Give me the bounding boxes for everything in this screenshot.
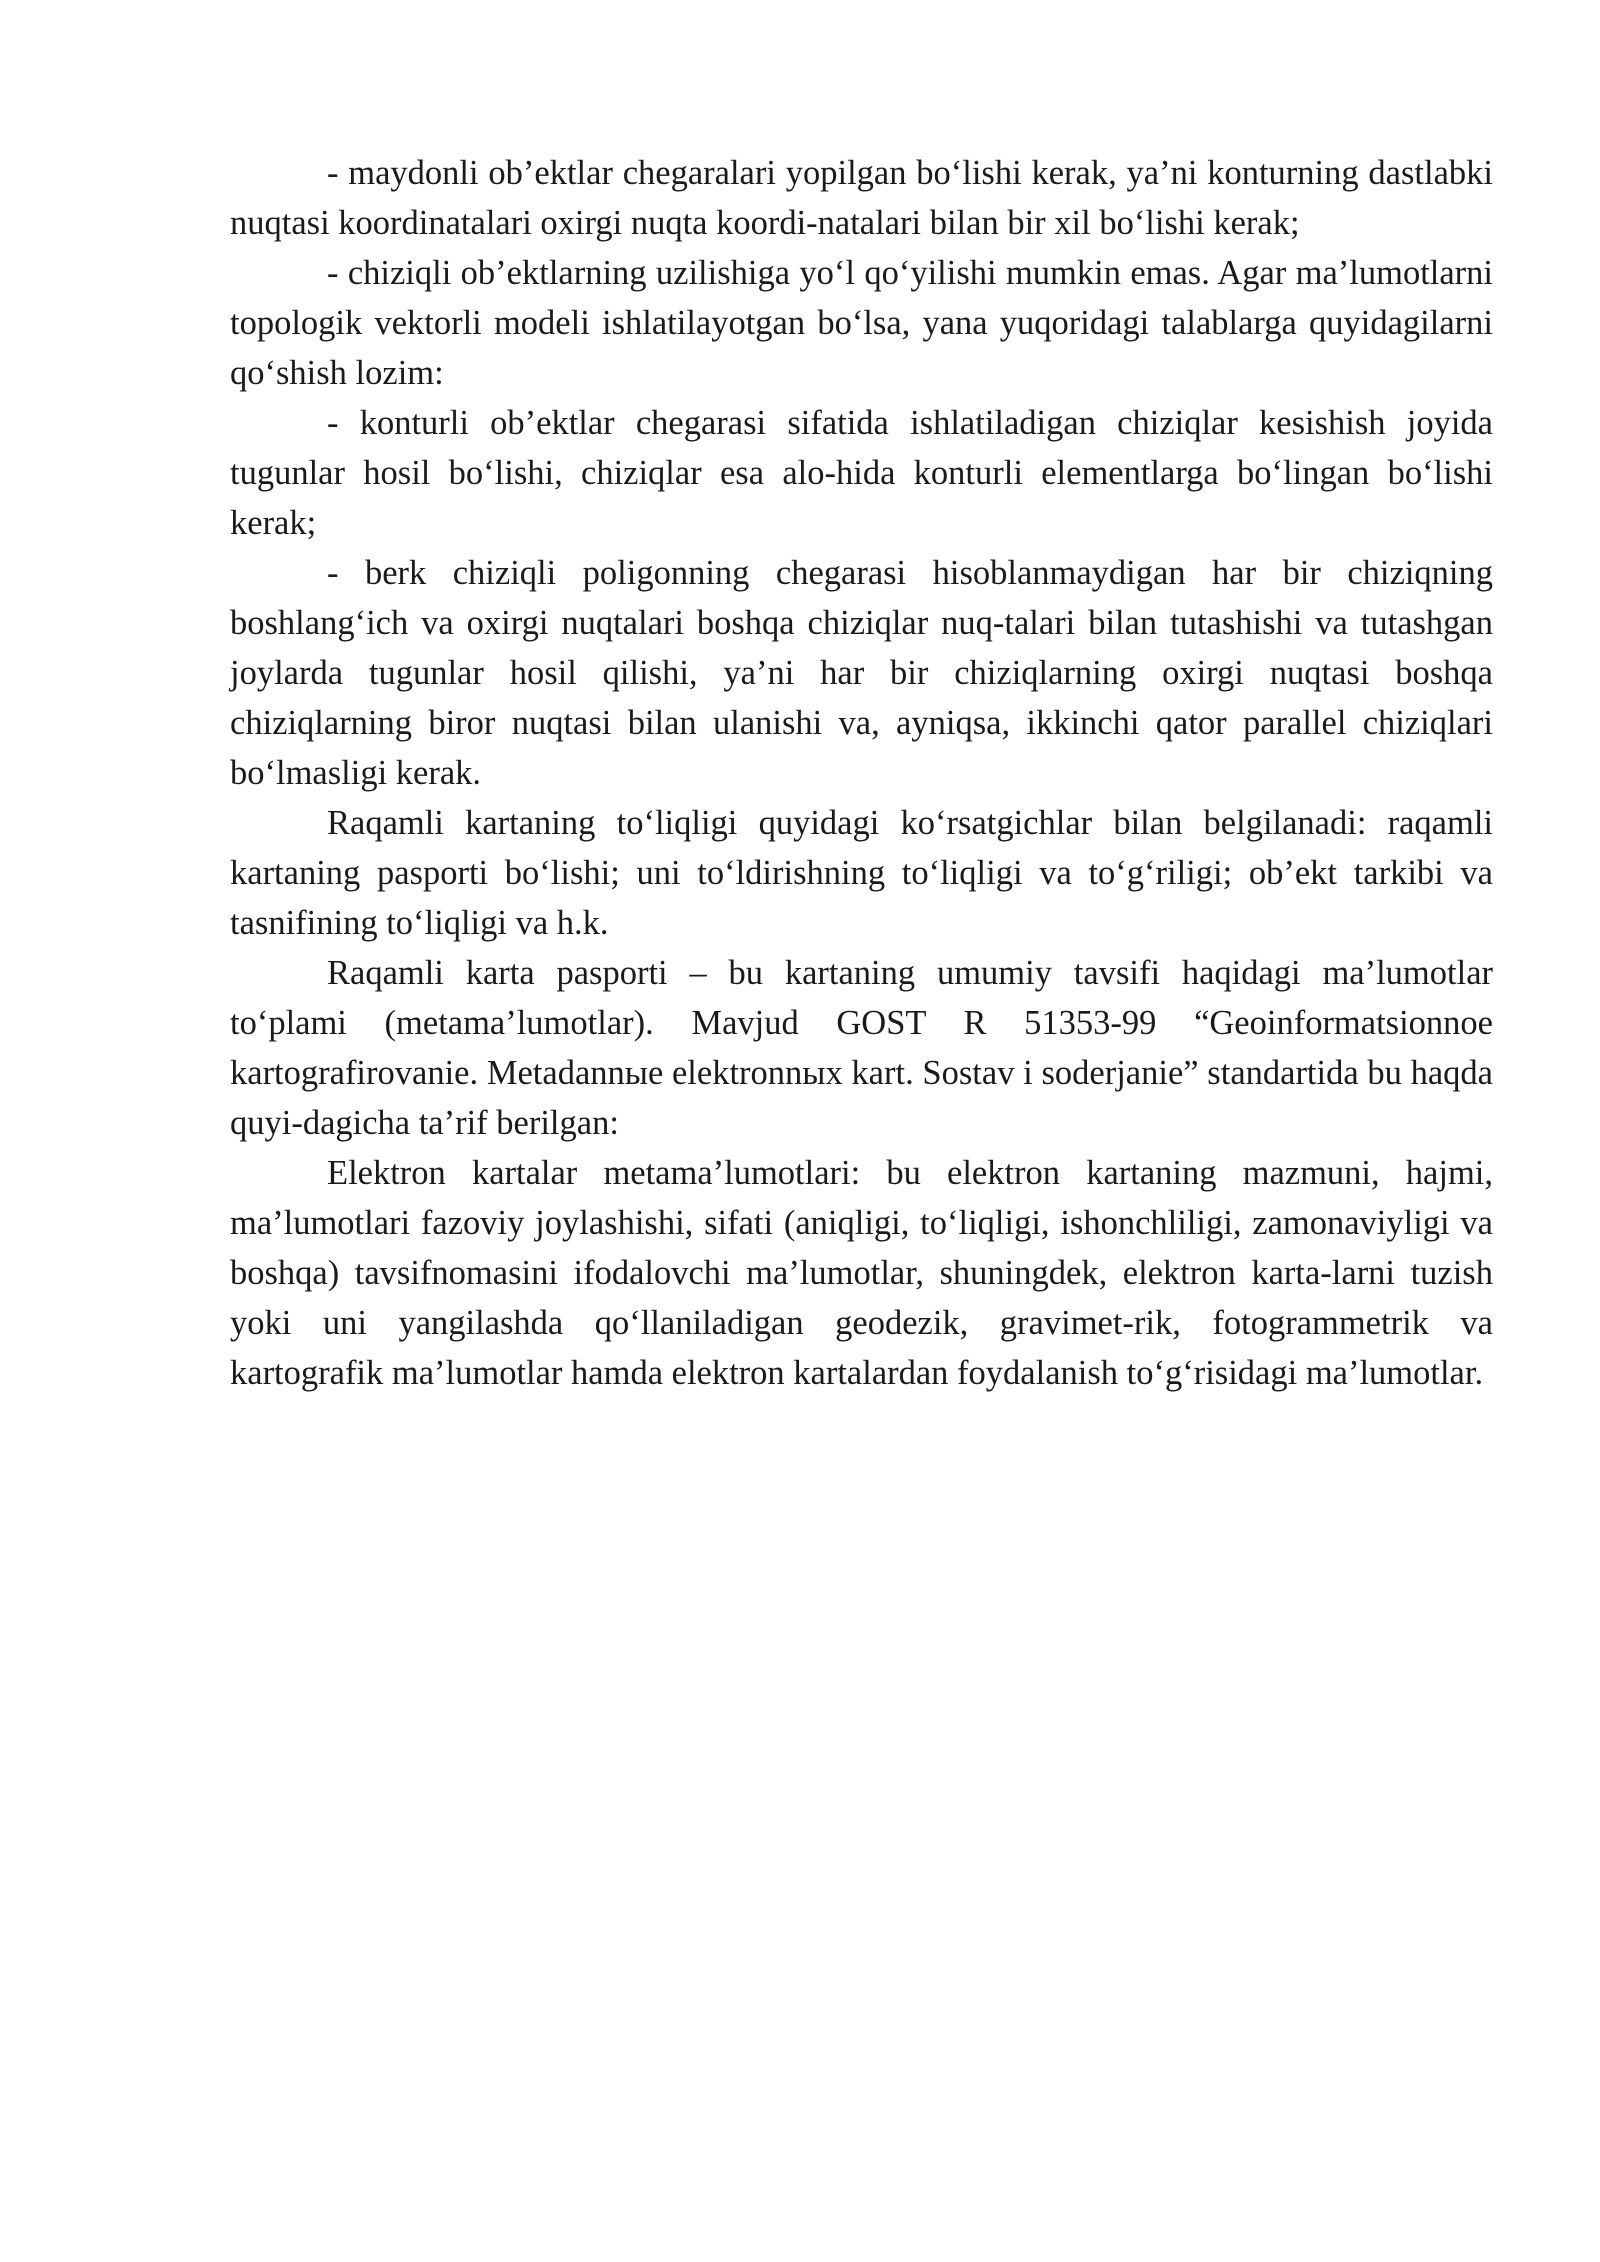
body-text: [230, 148, 1493, 1398]
paragraph-bullet-polygon-boundaries: - maydonli ob’ektlar chegaralari yopilgan bo‘lishi kerak, ya’ni konturning dastlabki nuqtasi koordinatalari oxirgi nuqta koordi-natalari bilan bir xil bo‘lishi kerak;: [230, 154, 1493, 242]
paragraph-map-passport: Raqamli karta pasporti – bu kartaning umumiy tavsifi haqidagi ma’lumotlar to‘plami (metama’lumotlar). Mavjud GOST R 51353-99 “Geoinformatsionnoe kartografirovanie. Metadannыe elektronnыx kart. Sostav i soderjanie” standartida bu haqda quyi-dagicha ta’rif berilgan:: [230, 954, 1493, 1142]
paragraph-map-completeness: Raqamli kartaning to‘liqligi quyidagi ko‘rsatgichlar bilan belgilanadi: raqamli kartaning pasporti bo‘lishi; uni to‘ldirishning to‘liqligi va to‘g‘riligi; ob’ekt tarkibi va tasnifining to‘liqligi va h.k.: [230, 804, 1493, 942]
paragraph-bullet-line-endpoints: - berk chiziqli poligonning chegarasi hisoblanmaydigan har bir chiziqning boshlang‘ich va oxirgi nuqtalari boshqa chiziqlar nuq-talari bilan tutashishi va tutashgan joylarda tugunlar hosil qilishi, ya’ni har bir chiziqlarning oxirgi nuqtasi boshqa chiziqlarning biror nuqtasi bilan ulanishi va, ayniqsa, ikkinchi qator parallel chiziqlari bo‘lmasligi kerak.: [230, 554, 1493, 792]
paragraph-metadata-definition: Elektron kartalar metama’lumotlari: bu elektron kartaning mazmuni, hajmi, ma’lumotlari fazoviy joylashishi, sifati (aniqligi, to‘liqligi, ishonchliligi, zamonaviyligi va boshqa) tavsifnomasini ifodalovchi ma’lumotlar, shuningdek, elektron karta-larni tuzish yoki uni yangilashda qo‘llaniladigan geodezik, gravimet-rik, fotogrammetrik va kartografik ma’lumotlar hamda elektron kartalardan foydalanish to‘g‘risidagi ma’lumotlar.: [230, 1154, 1493, 1392]
paragraph-bullet-contour-nodes: - konturli ob’ektlar chegarasi sifatida ishlatiladigan chiziqlar kesishish joyida tugunlar hosil bo‘lishi, chiziqlar esa alo-hida konturli elementlarga bo‘lingan bo‘lishi kerak;: [230, 404, 1493, 542]
paragraph-bullet-line-breaks: - chiziqli ob’ektlarning uzilishiga yo‘l qo‘yilishi mumkin emas. Agar ma’lumotlarni topologik vektorli modeli ishlatilayotgan bo‘lsa, yana yuqoridagi talablarga quyidagilarni qo‘shish lozim:: [230, 254, 1493, 392]
